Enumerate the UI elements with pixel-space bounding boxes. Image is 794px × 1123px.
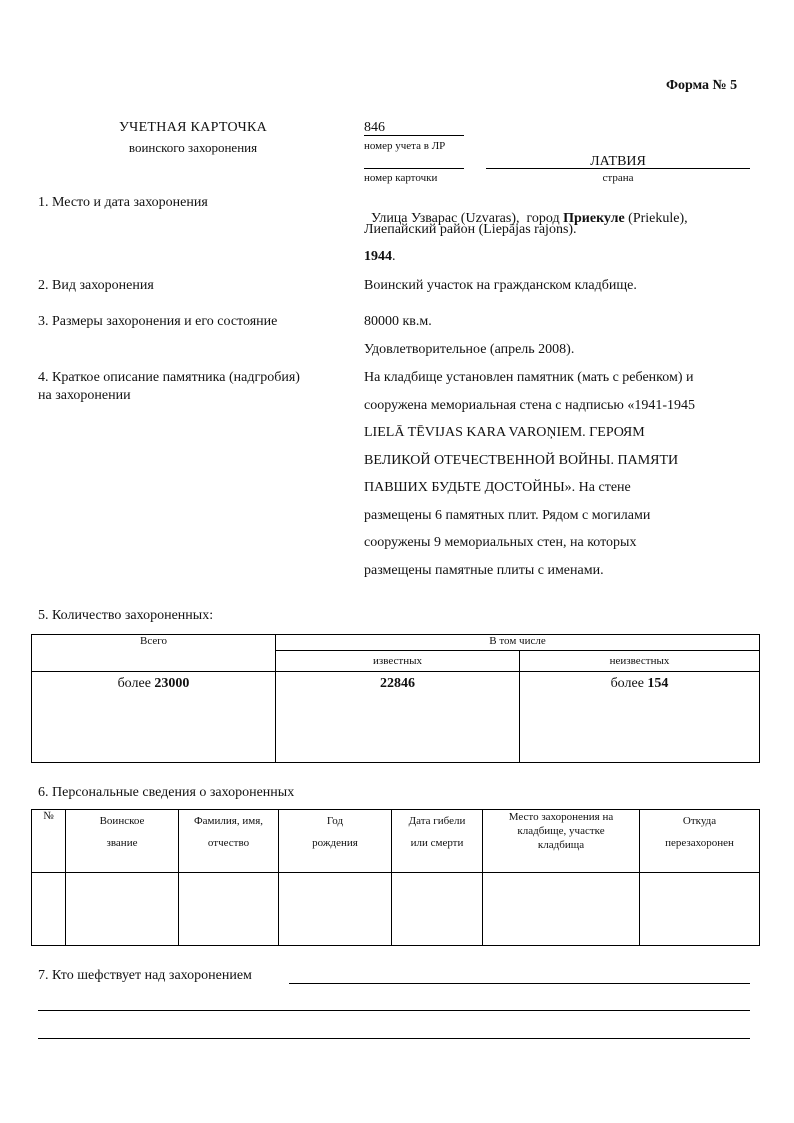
section1-city: Приекуле <box>563 211 625 226</box>
section7-fill-line <box>38 1038 750 1039</box>
col-header-birth <box>279 810 392 873</box>
col-header-death-line2: или смерти <box>410 837 464 849</box>
col-header-place-line1: Место захоронения на <box>508 811 614 823</box>
col-header-from-line2: перезахоронен <box>665 837 734 849</box>
empty-cell <box>483 873 640 946</box>
section4-description <box>364 370 754 590</box>
section4-desc-line: ВЕЛИКОЙ ОТЕЧЕСТВЕННОЙ ВОЙНЫ. ПАМЯТИ <box>364 452 679 468</box>
card-number-label: номер карточки <box>364 172 438 184</box>
section3-condition: Удовлетворительное (апрель 2008). <box>364 342 575 357</box>
form-number: Форма № 5 <box>666 78 738 93</box>
total-cell <box>32 672 276 763</box>
section4-desc-line: сооружены 9 мемориальных стен, на которых <box>364 535 637 550</box>
section4-label-line2: на захоронении <box>38 388 131 403</box>
section2-value: Воинский участок на гражданском кладбище. <box>364 278 637 293</box>
section2-label: 2. Вид захоронения <box>38 278 154 293</box>
card-subtitle: воинского захоронения <box>128 140 258 155</box>
section1-region: Лиепайский район (Liepājas rajons). <box>364 222 577 237</box>
col-header-rank-line1: Воинское <box>99 815 145 827</box>
total-value: 23000 <box>154 676 190 691</box>
col-header-birth-line1: Год <box>326 815 344 827</box>
country-underline <box>486 168 750 169</box>
section4-desc-line: сооружена мемориальная стена с надписью «1941-1945 <box>364 397 696 413</box>
unknown-value: 154 <box>647 676 669 691</box>
col-header-death <box>392 810 483 873</box>
section3-size: 80000 кв.м. <box>364 314 432 329</box>
section7-fill-line <box>289 983 750 984</box>
col-header-name-line2: отчество <box>207 837 250 849</box>
section1-year: 1944 <box>364 249 392 264</box>
col-header-name-line1: Фамилия, имя, <box>193 815 263 827</box>
col-header-from <box>640 810 760 873</box>
section1-year-suffix: . <box>392 249 396 264</box>
col-header-no: № <box>32 810 66 873</box>
col-header-place-line3: кладбища <box>537 839 585 851</box>
section7-fill-line <box>38 1010 750 1011</box>
col-header-birth-line2: рождения <box>312 837 358 849</box>
empty-cell <box>32 873 66 946</box>
col-header-place-line2: кладбище, участке <box>517 825 605 837</box>
burial-count-table <box>31 634 760 763</box>
country-label: страна <box>602 172 634 184</box>
personal-data-table <box>31 809 760 946</box>
header-total: Всего <box>32 635 276 672</box>
unknown-cell <box>520 672 760 763</box>
section1-label: 1. Место и дата захоронения <box>38 195 208 210</box>
section4-desc-line: LIELĀ TĒVIJAS KARA VAROŅIEM. ГЕРОЯМ <box>364 425 645 440</box>
card-number-underline <box>364 168 464 169</box>
col-header-rank <box>66 810 179 873</box>
col-header-rank-line2: звание <box>106 837 138 849</box>
section4-label-line1: 4. Краткое описание памятника (надгробия) <box>38 370 300 385</box>
header-known: известных <box>276 651 520 672</box>
country-value: ЛАТВИЯ <box>590 154 646 169</box>
section5-label: 5. Количество захороненных: <box>38 608 214 623</box>
section1-street: Улица Узварас (Uzvaras), город <box>371 211 564 226</box>
empty-cell <box>392 873 483 946</box>
section4-desc-line: На кладбище установлен памятник (мать с ребенком) и <box>364 370 694 385</box>
section6-label: 6. Персональные сведения о захороненных <box>38 785 295 800</box>
section3-label: 3. Размеры захоронения и его состояние <box>38 314 278 329</box>
known-value: 22846 <box>380 676 415 691</box>
col-header-from-line1: Откуда <box>682 815 717 827</box>
section4-desc-line: ПАВШИХ БУДЬТЕ ДОСТОЙНЫ». На стене <box>364 480 631 495</box>
col-header-place <box>483 810 640 873</box>
known-cell <box>276 672 520 763</box>
col-header-name <box>179 810 279 873</box>
section7-label: 7. Кто шефствует над захоронением <box>38 968 252 983</box>
section1-city-latin: (Priekule), <box>624 211 688 226</box>
empty-cell <box>66 873 179 946</box>
registration-label: номер учета в ЛР <box>364 140 446 152</box>
empty-cell <box>640 873 760 946</box>
registration-number-underline <box>364 135 464 136</box>
header-including: В том числе <box>276 635 760 651</box>
section4-desc-line: размещены 6 памятных плит. Рядом с могилами <box>364 507 651 523</box>
col-header-death-line1: Дата гибели <box>408 815 466 827</box>
empty-cell <box>279 873 392 946</box>
section4-desc-line: размещены памятные плиты с именами. <box>364 562 604 578</box>
empty-cell <box>179 873 279 946</box>
card-title: УЧЕТНАЯ КАРТОЧКА <box>118 120 268 135</box>
total-prefix: более <box>117 676 155 691</box>
header-unknown: неизвестных <box>520 651 760 672</box>
unknown-prefix: более <box>610 676 648 691</box>
registration-number: 846 <box>364 120 385 135</box>
